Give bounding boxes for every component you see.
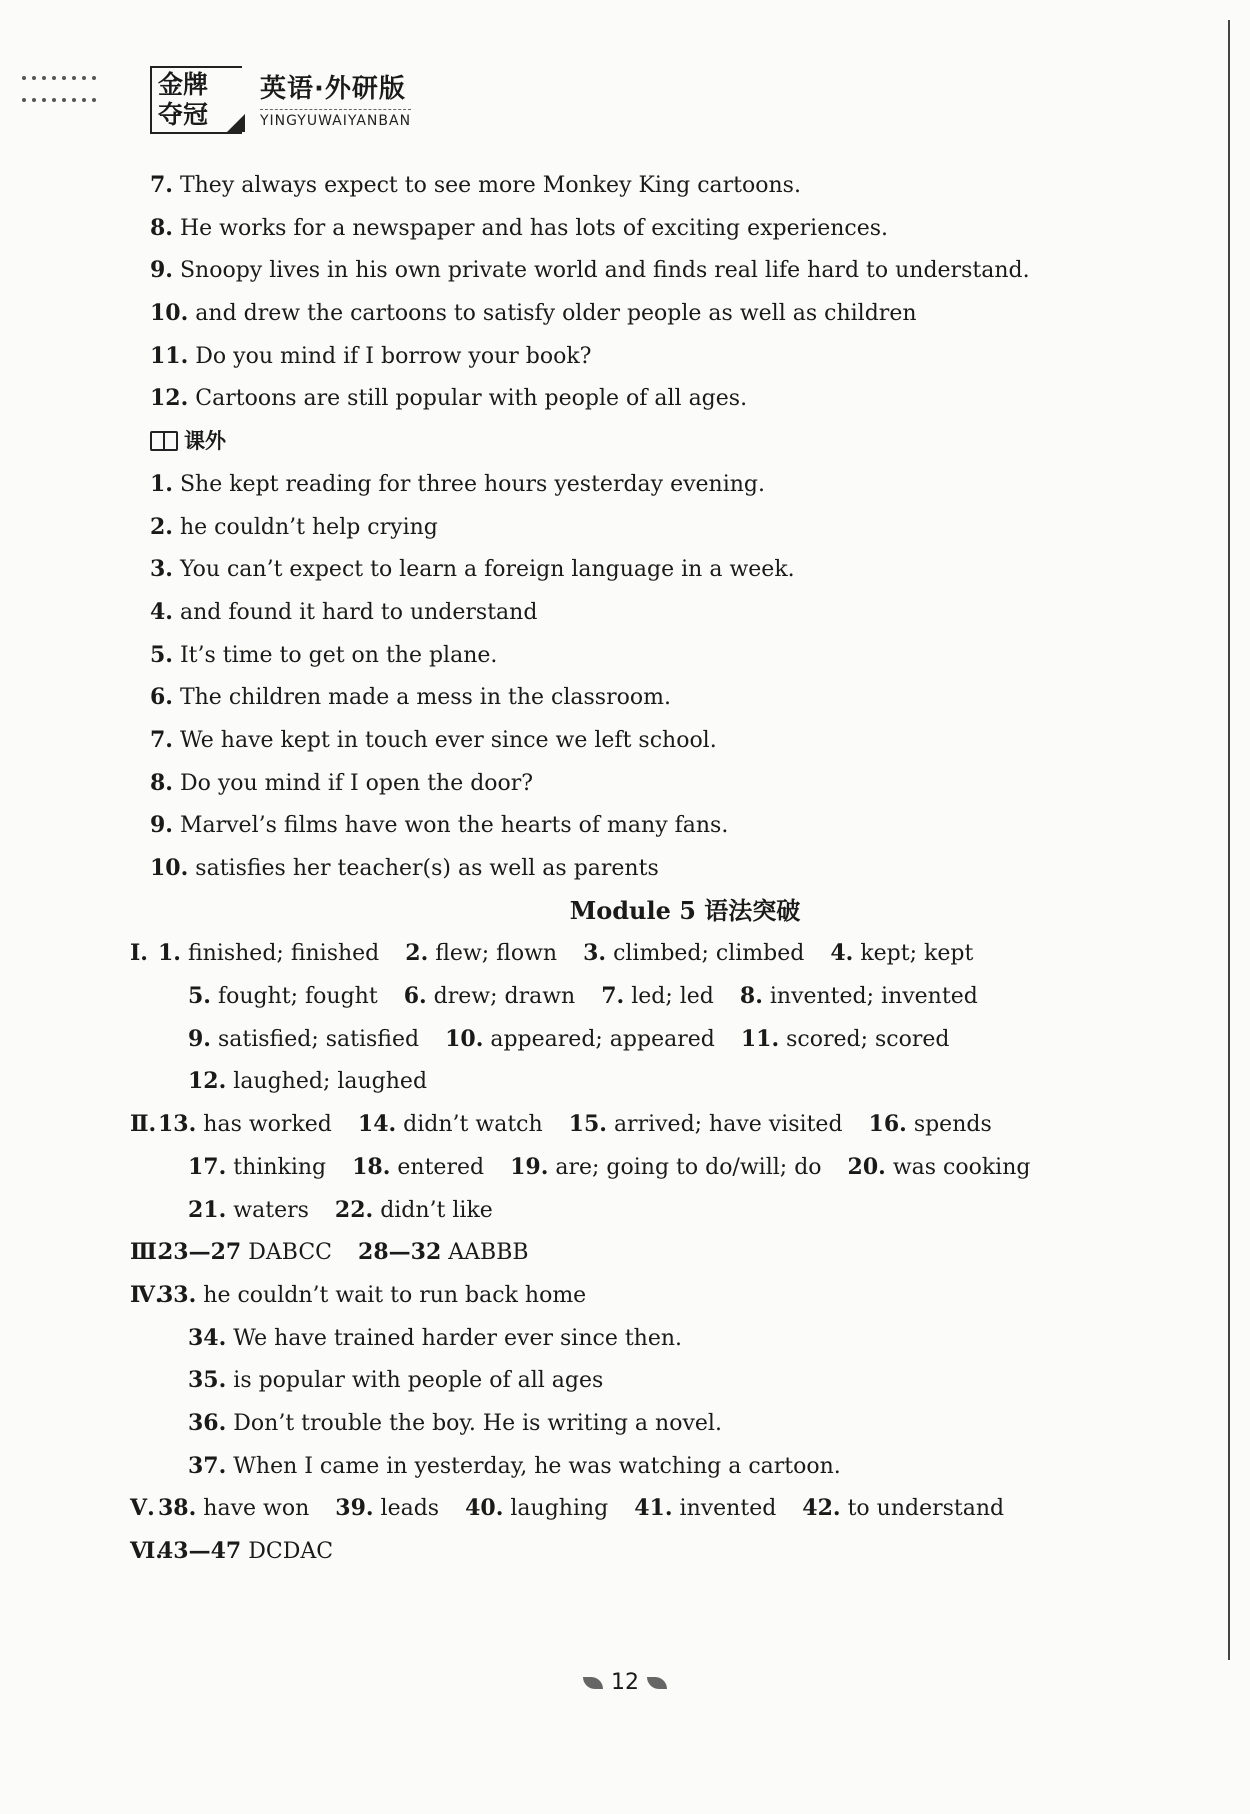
item-number: 10. <box>150 855 189 881</box>
item-number: 21. <box>188 1196 227 1223</box>
page-footer <box>0 1670 1250 1695</box>
grammar-row <box>150 1359 1180 1402</box>
logo-line1: 金牌 <box>158 70 209 99</box>
logo-corner-icon <box>227 114 245 132</box>
item-text: waters <box>233 1197 309 1223</box>
item-text: AABBB <box>448 1240 529 1266</box>
part-label: Ⅳ. <box>130 1281 163 1308</box>
item-number: 18. <box>352 1153 391 1180</box>
page-header <box>22 62 522 142</box>
grammar-row <box>150 1146 1180 1189</box>
item-number: 38. <box>158 1495 197 1522</box>
answer-item <box>869 1112 992 1137</box>
item-number: 8. <box>150 769 173 796</box>
item-number: 41. <box>634 1495 673 1522</box>
item-text: appeared; appeared <box>490 1026 715 1052</box>
answer-line <box>150 719 1180 762</box>
item-text: are; going to do/will; do <box>555 1154 822 1180</box>
item-number: 3. <box>583 940 607 967</box>
item-text: flew; flown <box>435 941 558 967</box>
answer-item <box>158 1283 586 1308</box>
item-text: They always expect to see more Monkey King cartoons. <box>179 173 801 198</box>
item-number: 9. <box>188 1025 211 1052</box>
answer-item <box>510 1155 821 1180</box>
item-number: 43—47 <box>158 1538 242 1564</box>
item-text: We have trained harder ever since then. <box>233 1325 683 1351</box>
item-text: She kept reading for three hours yesterday evening. <box>179 471 765 497</box>
item-number: 40. <box>465 1495 504 1522</box>
item-number: 34. <box>188 1324 227 1351</box>
grammar-row <box>150 1060 1180 1103</box>
item-text: have won <box>203 1496 310 1522</box>
answer-item <box>335 1496 439 1521</box>
answer-item <box>188 1411 722 1436</box>
item-number: 5. <box>150 641 173 668</box>
item-text: kept; kept <box>860 941 974 967</box>
answer-item <box>405 941 557 966</box>
item-number: 33. <box>158 1281 197 1308</box>
answer-line <box>150 634 1180 677</box>
item-number: 3. <box>150 556 173 583</box>
item-text: didn’t watch <box>403 1112 543 1138</box>
answer-item <box>465 1496 608 1521</box>
item-number: 9. <box>150 257 173 284</box>
item-text: to understand <box>847 1496 1005 1522</box>
item-text: entered <box>397 1154 485 1180</box>
item-text: The children made a mess in the classroom. <box>179 685 671 711</box>
grammar-row <box>130 1530 1180 1573</box>
answer-item <box>188 1198 309 1223</box>
answer-item <box>802 1496 1004 1521</box>
item-text: satisfies her teacher(s) as well as parents <box>195 856 659 881</box>
answer-item <box>404 984 576 1009</box>
answer-line <box>150 591 1180 634</box>
answer-line <box>150 164 1180 207</box>
item-text: invented <box>679 1496 777 1522</box>
grammar-row <box>130 1274 1180 1317</box>
item-number: 19. <box>510 1153 549 1180</box>
grammar-row <box>130 932 1180 975</box>
item-text: Snoopy lives in his own private world and finds real life hard to understand. <box>179 258 1030 284</box>
answer-item <box>335 1198 493 1223</box>
item-text: It’s time to get on the plane. <box>179 642 498 668</box>
item-number: 10. <box>445 1025 484 1052</box>
answer-item <box>445 1027 715 1052</box>
item-text: He works for a newspaper and has lots of exciting experiences. <box>179 215 889 241</box>
item-text: arrived; have visited <box>613 1112 843 1138</box>
part-label: Ⅱ. <box>130 1111 157 1138</box>
item-text: We have kept in touch ever since we left school. <box>179 727 717 753</box>
item-number: 22. <box>334 1196 374 1223</box>
item-text: Do you mind if I open the door? <box>179 770 534 796</box>
answer-line <box>150 506 1180 549</box>
answer-line <box>150 463 1180 506</box>
page-number: 12 <box>611 1670 639 1695</box>
answer-line <box>150 676 1180 719</box>
item-number: 13. <box>158 1111 197 1138</box>
grammar-row <box>150 1445 1180 1488</box>
item-number: 35. <box>188 1367 227 1394</box>
part-label: Ⅲ. <box>130 1239 165 1266</box>
grammar-row <box>130 1231 1180 1274</box>
grammar-row <box>150 1018 1180 1061</box>
answer-line <box>150 292 1180 335</box>
item-number: 42. <box>802 1495 841 1522</box>
part-label: Ⅵ. <box>130 1538 163 1564</box>
section-label: 课外 <box>184 429 226 454</box>
answer-item <box>634 1496 776 1521</box>
item-number: 36. <box>188 1409 227 1436</box>
decorative-dots <box>22 76 142 120</box>
book-icon <box>150 431 178 451</box>
answer-item <box>188 1454 841 1479</box>
subject-pinyin: YINGYUWAIYANBAN <box>260 109 411 129</box>
grammar-row <box>150 1189 1180 1232</box>
answer-line <box>150 548 1180 591</box>
answer-item <box>188 1368 603 1393</box>
item-text: he couldn’t help crying <box>179 514 438 540</box>
item-text: spends <box>913 1112 992 1138</box>
answer-item <box>188 1027 419 1052</box>
answer-item <box>158 941 379 966</box>
item-number: 12. <box>150 385 189 412</box>
item-number: 15. <box>568 1111 607 1138</box>
item-text: Don’t trouble the boy. He is writing a novel. <box>233 1410 722 1436</box>
part-label: Ⅰ. <box>130 940 148 967</box>
answer-line <box>150 804 1180 847</box>
item-number: 11. <box>740 1025 780 1052</box>
subject-title: 英语·外研版 <box>260 74 406 104</box>
leaf-right-icon <box>647 1677 667 1689</box>
grammar-row <box>150 975 1180 1018</box>
item-text: has worked <box>203 1112 332 1138</box>
answer-item <box>830 941 973 966</box>
answer-item <box>358 1240 529 1265</box>
item-text: didn’t like <box>380 1197 493 1223</box>
item-number: 1. <box>150 470 173 497</box>
item-number: 10. <box>150 300 189 327</box>
answer-item <box>741 1027 950 1052</box>
answer-item <box>188 1155 326 1180</box>
item-text: Do you mind if I borrow your book? <box>195 343 592 369</box>
item-text: scored; scored <box>786 1026 950 1052</box>
item-number: 23—27 <box>158 1239 242 1266</box>
item-number: 14. <box>357 1111 397 1138</box>
item-number: 28—32 <box>358 1239 442 1266</box>
item-number: 7. <box>601 983 625 1010</box>
item-text: is popular with people of all ages <box>233 1368 604 1394</box>
item-number: 8. <box>739 983 763 1010</box>
item-text: and drew the cartoons to satisfy older people as well as children <box>195 301 917 327</box>
item-number: 9. <box>150 812 173 839</box>
answer-item <box>358 1112 543 1137</box>
item-text: thinking <box>233 1154 327 1180</box>
item-number: 4. <box>830 940 854 967</box>
part-label: Ⅴ. <box>130 1495 155 1522</box>
item-number: 12. <box>188 1068 227 1095</box>
answer-item <box>601 984 714 1009</box>
answer-item <box>158 1112 332 1137</box>
item-text: climbed; climbed <box>613 941 805 967</box>
page-edge-rule <box>1228 20 1230 1660</box>
answer-item <box>740 984 978 1009</box>
grammar-row <box>150 1317 1180 1360</box>
answer-line <box>150 335 1180 378</box>
answer-item <box>352 1155 484 1180</box>
answer-item <box>158 1539 333 1564</box>
answer-line <box>150 377 1180 420</box>
item-text: satisfied; satisfied <box>217 1026 420 1052</box>
item-text: fought; fought <box>217 984 378 1010</box>
logo-line2: 夺冠 <box>158 100 209 129</box>
item-text: When I came in yesterday, he was watching a cartoon. <box>233 1453 841 1479</box>
item-text: Cartoons are still popular with people of all ages. <box>195 386 748 412</box>
item-number: 17. <box>188 1153 227 1180</box>
answer-line <box>150 762 1180 805</box>
item-number: 6. <box>150 684 173 711</box>
item-text: leads <box>380 1496 440 1522</box>
item-number: 7. <box>150 172 173 198</box>
item-text: he couldn’t wait to run back home <box>203 1282 587 1308</box>
item-text: laughed; laughed <box>233 1069 428 1095</box>
item-number: 16. <box>868 1111 907 1138</box>
item-number: 37. <box>188 1452 227 1479</box>
item-number: 6. <box>403 983 427 1010</box>
item-text: drew; drawn <box>433 984 576 1010</box>
item-text: DCDAC <box>248 1539 334 1564</box>
item-number: 7. <box>150 726 173 753</box>
module-title: Module 5 语法突破 <box>569 895 801 925</box>
section-heading-kewai <box>150 420 1180 463</box>
item-number: 4. <box>150 598 173 625</box>
answer-line <box>150 847 1180 890</box>
item-text: was cooking <box>892 1154 1031 1180</box>
answer-item <box>188 1069 427 1094</box>
item-text: Marvel’s films have won the hearts of many fans. <box>179 813 729 839</box>
grammar-row <box>150 1402 1180 1445</box>
item-text: laughing <box>510 1496 609 1522</box>
item-number: 11. <box>150 342 189 369</box>
answer-item <box>158 1496 309 1521</box>
leaf-left-icon <box>583 1677 603 1689</box>
answer-item <box>848 1155 1031 1180</box>
item-number: 39. <box>335 1495 374 1522</box>
answer-item <box>583 941 804 966</box>
answer-line <box>150 207 1180 250</box>
item-number: 20. <box>847 1153 886 1180</box>
item-text: DABCC <box>248 1240 333 1266</box>
item-text: invented; invented <box>769 984 978 1010</box>
item-text: led; led <box>631 984 714 1010</box>
item-number: 5. <box>188 983 211 1010</box>
item-number: 2. <box>405 940 429 967</box>
item-number: 1. <box>158 940 181 967</box>
item-text: finished; finished <box>187 941 380 967</box>
item-number: 8. <box>150 214 173 241</box>
item-number: 2. <box>150 513 173 540</box>
grammar-row <box>130 1487 1180 1530</box>
answer-content <box>130 164 1180 1573</box>
answer-item <box>188 1326 682 1351</box>
answer-item <box>158 1240 332 1265</box>
answer-item <box>569 1112 843 1137</box>
item-text: and found it hard to understand <box>179 599 538 625</box>
answer-item <box>188 984 378 1009</box>
item-text: You can’t expect to learn a foreign language in a week. <box>179 557 795 583</box>
grammar-row <box>130 1103 1180 1146</box>
answer-line <box>150 249 1180 292</box>
